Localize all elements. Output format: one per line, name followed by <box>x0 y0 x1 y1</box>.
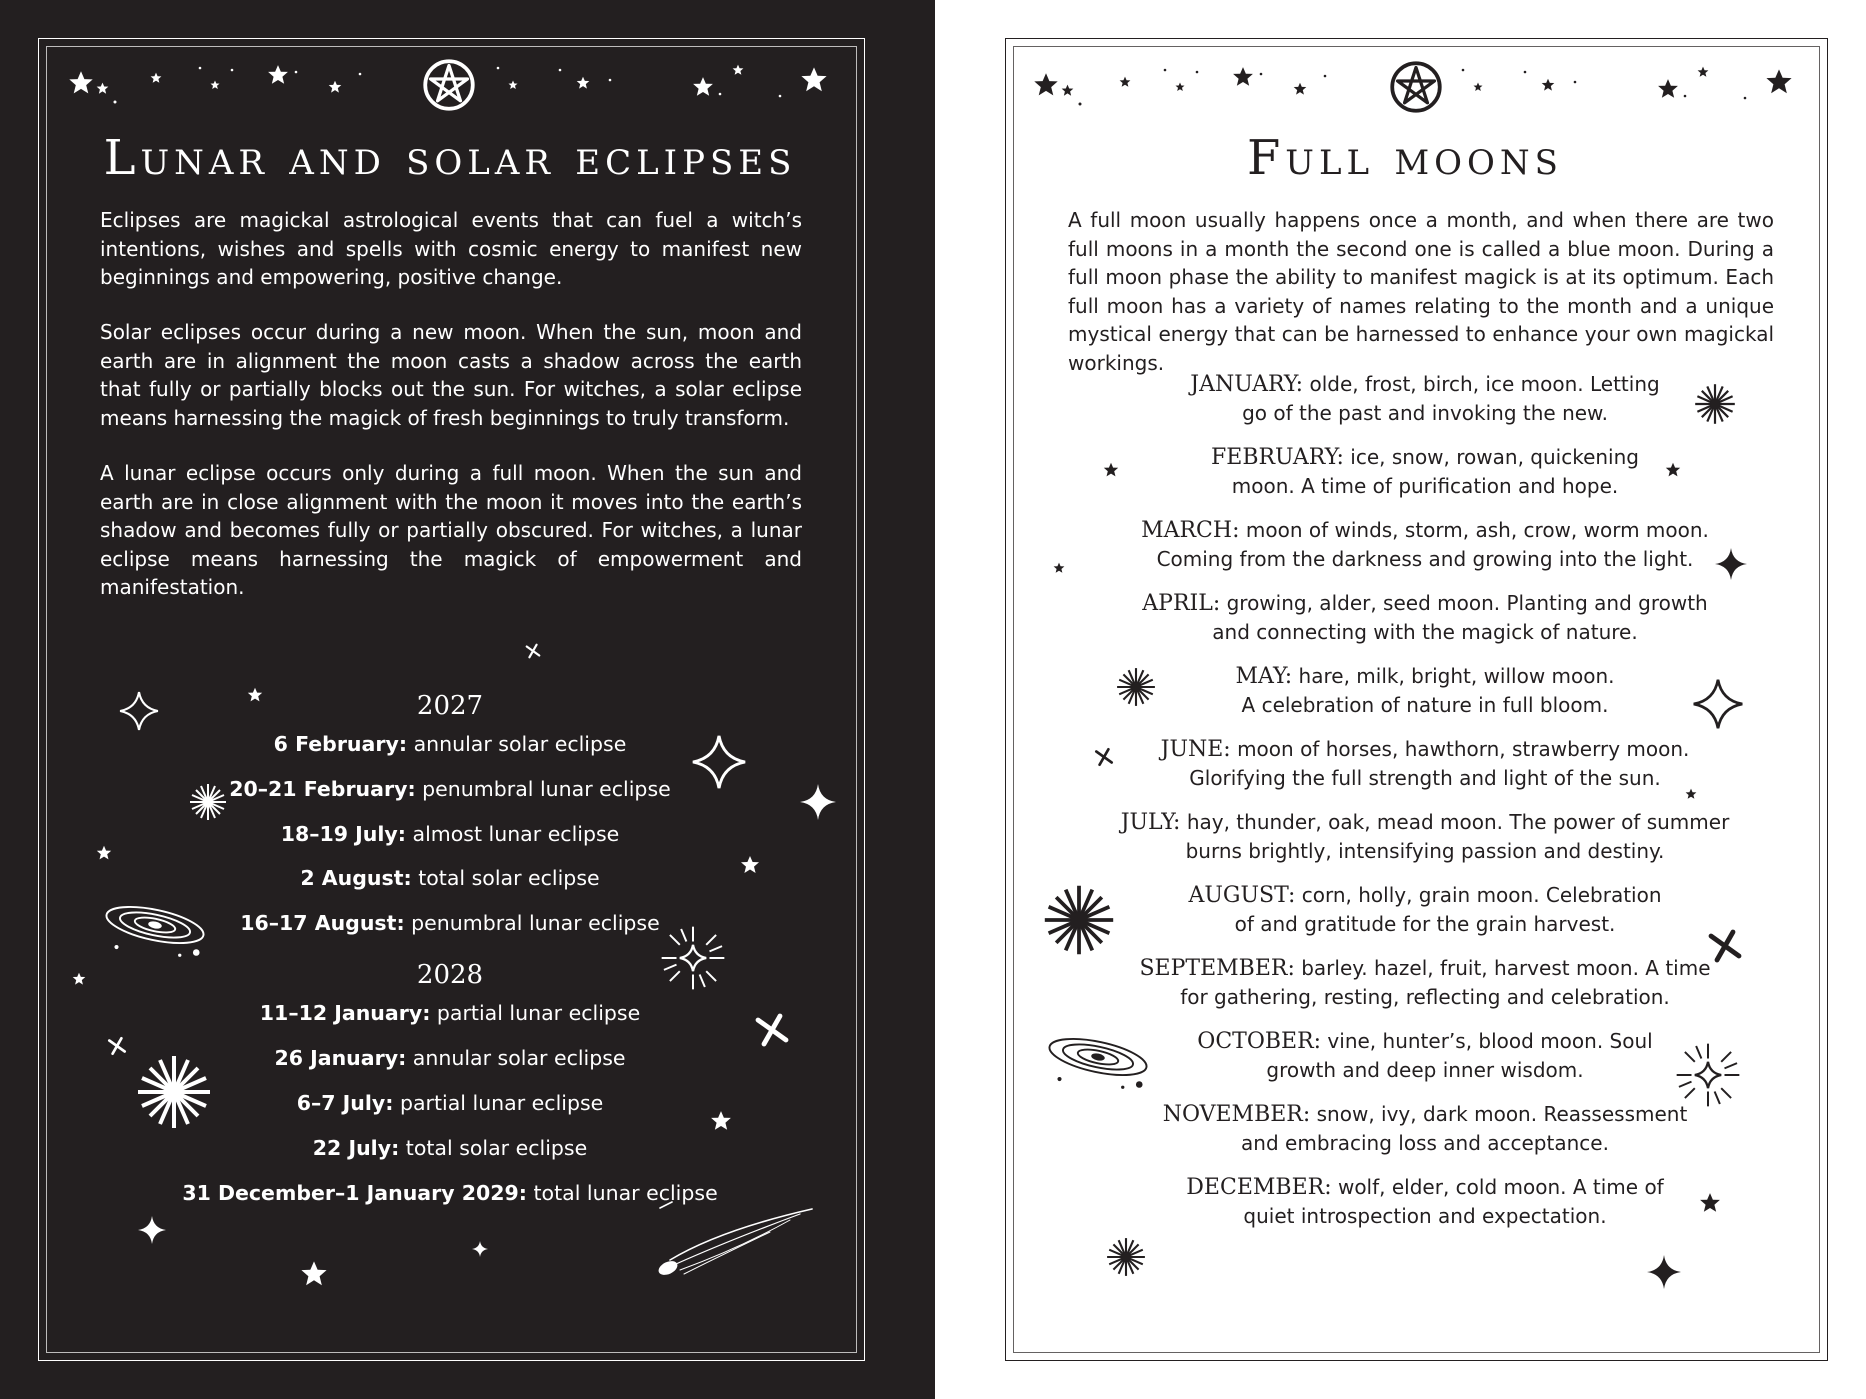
crescent-moon-icon <box>181 68 187 81</box>
sparkle-icon <box>1045 886 1113 954</box>
star-icon <box>1542 79 1555 91</box>
galaxy-icon <box>103 900 206 957</box>
star-icon <box>69 71 92 93</box>
month-entry: OCTOBER: vine, hunter’s, blood moon. Soul growth and deep inner wisdom. <box>1197 1029 1653 1082</box>
crescent-moon-icon <box>1272 81 1278 92</box>
star-icon <box>1658 79 1678 98</box>
month-entry: JANUARY: olde, frost, birch, ice moon. Letting go of the past and invoking the new. <box>1190 372 1660 425</box>
sparkle-icon <box>1647 1255 1681 1289</box>
star-icon <box>73 973 86 985</box>
shooting-star-icon <box>660 1202 812 1274</box>
star-icon <box>1700 1193 1720 1212</box>
sparkle-icon <box>190 784 226 820</box>
sparkle-icon <box>1096 749 1111 764</box>
star-icon <box>1062 85 1074 96</box>
month-entry: SEPTEMBER: barley. hazel, fruit, harvest moon. A time for gathering, resting, reflecting and celebration. <box>1139 956 1711 1009</box>
solar-eclipse-paragraph: Solar eclipses occur during a new moon. When the sun, moon and earth are in alignment the moon casts a shadow across the earth that fully or partially blocks out the sun. For witches, a solar eclipse means harnessing the magick of fresh beginnings to truly transform. <box>100 320 802 430</box>
crescent-moon-icon <box>1718 82 1724 95</box>
sparkle-icon <box>138 1216 166 1244</box>
sparkle-icon <box>1695 384 1735 424</box>
year-heading: 2028 <box>416 960 484 990</box>
star-icon <box>801 67 826 91</box>
crescent-moon-icon <box>632 74 641 92</box>
year-heading: 2027 <box>416 691 484 721</box>
crescent-moon-icon <box>122 72 130 88</box>
sparkle-icon <box>800 784 836 820</box>
eclipse-entry: 6–7 July: partial lunar eclipse <box>296 1091 604 1115</box>
pentacle-icon <box>425 61 473 109</box>
star-icon <box>733 65 744 75</box>
eclipse-entry: 26 January: annular solar eclipse <box>274 1046 626 1070</box>
crescent-moon-icon <box>1146 70 1152 83</box>
celestial-border-top <box>1025 50 1805 120</box>
page-title: Lunar and solar eclipses <box>103 130 797 186</box>
month-entry: AUGUST: corn, holly, grain moon. Celebration of and gratitude for the grain harvest. <box>1188 883 1662 936</box>
crescent-moon-icon <box>307 79 313 90</box>
month-entry: DECEMBER: wolf, elder, cold moon. A time of quiet introspection and expectation. <box>1186 1175 1664 1228</box>
crescent-moon-icon <box>1597 76 1606 94</box>
crescent-moon-icon <box>1632 69 1638 80</box>
sparkle-icon <box>1694 680 1743 729</box>
star-icon <box>268 65 288 84</box>
month-entry: JULY: hay, thunder, oak, mead moon. The power of summer burns brightly, intensifying passion and destiny. <box>1120 810 1730 863</box>
sparkle-icon <box>527 645 540 658</box>
sparkle-icon <box>1715 548 1747 580</box>
sparkle-icon <box>472 1241 488 1257</box>
eclipse-entry: 18–19 July: almost lunar eclipse <box>280 822 620 846</box>
sparkle-icon <box>1107 1238 1145 1276</box>
star-icon <box>211 81 220 90</box>
star-icon <box>151 73 162 83</box>
sparkle-icon <box>109 1038 124 1053</box>
star-icon <box>509 81 518 90</box>
star-icon <box>97 83 109 94</box>
intro-paragraph: Eclipses are magickal astrological events that can fuel a witch’s intentions, wishes and spells with cosmic energy to manifest new beginnings and empowering, positive change. <box>100 208 802 289</box>
galaxy-icon <box>1046 1032 1149 1089</box>
star-icon <box>1120 77 1131 87</box>
eclipse-entry: 20–21 February: penumbral lunar eclipse <box>229 777 671 801</box>
star-icon <box>1054 563 1065 573</box>
eclipse-entry: 16–17 August: penumbral lunar eclipse <box>240 911 660 935</box>
crescent-moon-icon <box>1210 86 1216 99</box>
star-icon <box>577 77 590 89</box>
sparkle-icon <box>1117 668 1155 706</box>
crescent-moon-icon <box>536 74 543 88</box>
star-icon <box>711 1111 731 1130</box>
month-entry: APRIL: growing, alder, seed moon. Planting and growth and connecting with the magick of nature. <box>1142 591 1708 644</box>
sparkle-icon <box>1711 932 1739 960</box>
celestial-ornaments <box>935 370 1866 1290</box>
celestial-ornaments <box>0 620 935 1320</box>
month-entry: FEBRUARY: ice, snow, rowan, quickening moon. A time of purification and hope. <box>1211 445 1639 498</box>
eclipse-entry: 11–12 January: partial lunar eclipse <box>259 1001 641 1025</box>
sparkle-icon <box>758 1016 786 1044</box>
lunar-eclipse-paragraph: A lunar eclipse occurs only during a full moon. When the sun and earth are in close alignment with the moon it moves into the earth’s shadow and becomes fully or partially obscured. For witches, a lunar eclipse means harnessing the magick of empowerment and manifestation. <box>100 461 802 599</box>
star-icon <box>97 846 111 860</box>
pentacle-icon <box>1392 63 1440 111</box>
sparkle-icon <box>1677 1044 1740 1107</box>
star-icon <box>1698 67 1709 77</box>
right-page <box>935 0 1866 1399</box>
crescent-moon-icon <box>753 80 759 93</box>
eclipse-entry: 31 December–1 January 2029: total lunar eclipse <box>182 1181 718 1205</box>
intro-paragraph: A full moon usually happens once a month, and when there are two full moons in a month the second one is called a blue moon. During a full moon phase the ability to manifest magick is at its optimum. Each full moon has a variety of names relating to the month and a unique mystical energy that can be harnessed to enhance your own magickal workings. <box>1068 208 1774 375</box>
eclipse-entry: 2 August: total solar eclipse <box>300 866 600 890</box>
sparkle-icon <box>662 927 725 990</box>
star-icon <box>1034 73 1057 95</box>
star-icon <box>1104 463 1118 477</box>
star-icon <box>1294 83 1307 95</box>
star-icon <box>329 81 342 93</box>
month-entry: MAY: hare, milk, bright, willow moon. A celebration of nature in full bloom. <box>1235 664 1615 717</box>
star-icon <box>741 856 759 873</box>
sparkle-icon <box>120 692 158 730</box>
crescent-moon-icon <box>1087 74 1095 90</box>
star-icon <box>301 1261 326 1285</box>
month-entry: MARCH: moon of winds, storm, ash, crow, worm moon. Coming from the darkness and growing into the light. <box>1141 518 1709 571</box>
star-icon <box>1666 463 1680 477</box>
star-icon <box>1233 67 1253 86</box>
sparkle-icon <box>693 736 745 788</box>
star-icon <box>1766 69 1791 93</box>
month-entry: JUNE: moon of horses, hawthorn, strawberry moon. Glorifying the full strength and light of the sun. <box>1160 737 1690 790</box>
page-title: Full moons <box>1247 130 1563 186</box>
month-entry: NOVEMBER: snow, ivy, dark moon. Reassessment and embracing loss and acceptance. <box>1162 1102 1688 1155</box>
crescent-moon-icon <box>667 67 673 78</box>
eclipse-entry: 22 July: total solar eclipse <box>312 1136 588 1160</box>
star-icon <box>693 77 713 96</box>
crescent-moon-icon <box>1501 76 1508 90</box>
celestial-border-top <box>60 50 840 120</box>
eclipse-entry: 6 February: annular solar eclipse <box>273 732 627 756</box>
star-icon <box>1474 83 1483 92</box>
star-icon <box>248 688 262 702</box>
sparkle-icon <box>138 1056 210 1128</box>
star-icon <box>1176 83 1185 92</box>
star-icon <box>1686 789 1697 799</box>
crescent-moon-icon <box>243 84 249 97</box>
